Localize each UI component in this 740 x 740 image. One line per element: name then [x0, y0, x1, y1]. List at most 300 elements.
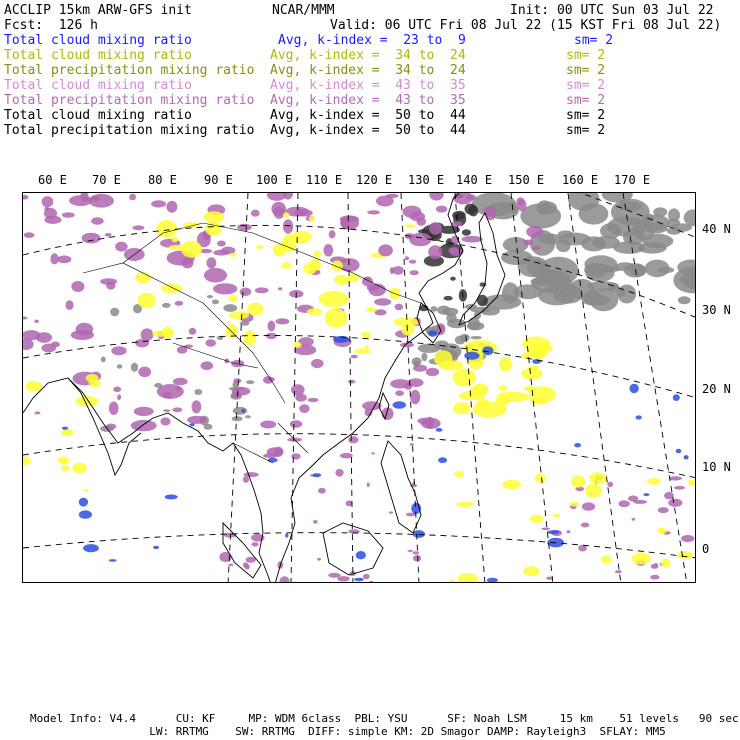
precip-purple	[246, 557, 256, 563]
precip-purple	[329, 230, 336, 238]
legend-avg-2: Avg, k-index = 34 to 24	[270, 63, 466, 78]
lat-label: 10 N	[702, 460, 731, 474]
precip-purple	[189, 328, 197, 335]
precip-purple	[658, 507, 669, 513]
legend-avg-4: Avg, k-index = 43 to 35	[270, 93, 466, 108]
precip-purple	[160, 417, 170, 425]
cloud-yellow	[521, 368, 542, 380]
cloud-blue	[109, 559, 117, 562]
lon-label: 100 E	[256, 173, 293, 187]
precip-purple	[371, 452, 375, 454]
precip-purple	[138, 367, 151, 378]
cloud-yellow	[72, 463, 86, 474]
precip-purple	[532, 246, 541, 250]
cloud-yellow	[499, 357, 512, 372]
precip-purple	[566, 530, 570, 533]
cloud-yellow	[657, 528, 666, 535]
precip-purple	[618, 500, 629, 507]
precip-purple	[632, 518, 636, 521]
lon-line-160E	[568, 193, 621, 583]
precip-purple	[429, 222, 442, 235]
precip-purple	[229, 564, 234, 567]
cloud-yellow	[405, 224, 416, 228]
cloud-gray	[468, 317, 480, 330]
precip-purple	[307, 398, 318, 402]
forecast-hour: Fcst: 126 h	[4, 18, 98, 33]
cloud-yellow	[454, 471, 464, 478]
precip-purple	[367, 483, 370, 488]
legend-sm-4: sm= 2	[566, 93, 606, 108]
precip-purple	[376, 196, 394, 207]
precip-purple	[518, 199, 527, 211]
precip-purple	[669, 476, 682, 480]
precip-purple	[299, 404, 309, 413]
cloud-dark	[444, 296, 453, 301]
cloud-gray	[644, 214, 654, 222]
precip-purple	[389, 511, 393, 513]
precip-purple	[205, 339, 216, 346]
cloud-blue	[411, 503, 421, 514]
cloud-blue	[285, 533, 288, 537]
lon-label: 60 E	[38, 173, 67, 187]
cloud-yellow	[138, 293, 156, 309]
cloud-dark	[465, 204, 477, 215]
cloud-gray	[163, 409, 170, 412]
precip-purple	[237, 224, 252, 231]
cloud-yellow	[61, 465, 70, 471]
precip-purple	[278, 287, 282, 290]
precip-purple	[313, 520, 317, 524]
cloud-blue	[438, 457, 447, 463]
cloud-gray	[584, 263, 607, 278]
precip-purple	[192, 400, 202, 413]
lat-label: 40 N	[702, 222, 731, 236]
cloud-yellow	[309, 216, 315, 222]
precip-purple	[409, 260, 416, 264]
precip-purple	[243, 562, 248, 568]
precip-purple	[206, 257, 216, 268]
cloud-yellow	[181, 241, 202, 258]
precip-purple	[607, 482, 613, 487]
cloud-blue	[636, 415, 642, 419]
map-canvas	[23, 193, 696, 583]
precip-purple	[283, 219, 293, 234]
lon-label: 170 E	[614, 173, 651, 187]
precip-purple	[668, 499, 682, 507]
cloud-blue	[684, 455, 689, 459]
precip-purple	[413, 555, 421, 561]
lon-label: 150 E	[508, 173, 545, 187]
precip-purple	[311, 359, 324, 368]
precip-purple	[23, 195, 28, 200]
precip-purple	[129, 194, 136, 201]
cloud-yellow	[585, 484, 602, 498]
precip-purple	[410, 390, 420, 405]
precip-purple	[231, 360, 244, 367]
cloud-yellow	[677, 551, 692, 559]
legend-sm-0: sm= 2	[574, 33, 614, 48]
precip-purple	[232, 387, 251, 396]
cloud-blue	[79, 498, 88, 507]
cloud-gray	[678, 296, 691, 304]
precip-purple	[24, 232, 35, 238]
field-overlays	[23, 193, 696, 583]
legend-avg-1: Avg, k-index = 34 to 24	[270, 48, 466, 63]
cloud-yellow	[332, 261, 343, 272]
precip-purple	[213, 250, 229, 256]
cloud-blue	[393, 401, 407, 408]
lat-label: 0	[702, 542, 710, 556]
cloud-blue	[643, 493, 649, 496]
cloud-blue	[574, 443, 581, 447]
cloud-yellow	[256, 245, 263, 249]
precip-purple	[467, 194, 476, 200]
cloud-gray	[540, 202, 557, 215]
precip-purple	[57, 256, 72, 264]
cloud-gray	[518, 256, 549, 277]
cloud-gray	[207, 295, 213, 298]
precip-purple	[105, 233, 112, 237]
legend-sm-2: sm= 2	[566, 63, 606, 78]
precip-purple	[681, 535, 694, 542]
precip-purple	[106, 282, 115, 290]
lat-line-20N	[23, 336, 696, 399]
lat-label: 20 N	[702, 382, 731, 396]
precip-purple	[523, 240, 534, 246]
precip-purple	[82, 233, 101, 244]
precip-purple	[428, 245, 442, 259]
cloud-blue	[676, 449, 682, 454]
cloud-yellow	[156, 220, 177, 238]
cloud-blue	[487, 578, 498, 583]
cloud-gray	[131, 363, 138, 372]
cloud-yellow	[632, 552, 651, 564]
cloud-gray	[613, 241, 645, 254]
cloud-blue	[532, 359, 541, 364]
precip-purple	[291, 453, 300, 459]
precip-purple	[132, 225, 144, 230]
precip-purple	[340, 453, 353, 459]
precip-purple	[410, 443, 414, 446]
precip-purple	[113, 387, 121, 393]
precip-purple	[131, 420, 157, 431]
precip-purple	[395, 390, 404, 396]
cloud-yellow	[313, 251, 321, 258]
cloud-yellow	[524, 386, 536, 391]
precip-purple	[318, 488, 326, 494]
precip-purple	[390, 267, 394, 274]
cloud-gray	[615, 262, 635, 271]
cloud-yellow	[472, 402, 507, 418]
cloud-yellow	[530, 515, 544, 523]
precip-purple	[346, 500, 353, 506]
map-panel	[22, 192, 696, 583]
cloud-yellow	[307, 308, 322, 315]
precip-purple	[337, 576, 349, 581]
precip-purple	[62, 212, 75, 218]
cloud-blue	[268, 458, 278, 463]
precip-purple	[335, 469, 343, 477]
cloud-yellow	[172, 236, 179, 242]
legend-avg-5: Avg, k-index = 50 to 44	[270, 108, 466, 123]
lon-label: 160 E	[562, 173, 599, 187]
precip-purple	[187, 416, 206, 424]
cloud-blue	[83, 544, 99, 552]
cloud-gray	[223, 304, 237, 312]
legend-sm-1: sm= 2	[566, 48, 606, 63]
legend-avg-3: Avg, k-index = 43 to 35	[270, 78, 466, 93]
cloud-yellow	[203, 211, 224, 222]
cloud-yellow	[439, 360, 463, 370]
cloud-gray	[430, 306, 437, 312]
precip-purple	[173, 378, 188, 386]
cloud-yellow	[281, 262, 291, 269]
precip-purple	[348, 380, 355, 384]
cloud-yellow	[152, 330, 174, 336]
precip-purple	[615, 570, 622, 573]
legend-field-5: Total cloud mixing ratio	[4, 108, 192, 123]
precip-purple	[115, 242, 128, 252]
precip-purple	[413, 365, 427, 372]
cloud-gray	[558, 230, 574, 238]
precip-purple	[65, 300, 73, 310]
precip-purple	[243, 476, 249, 483]
cloud-yellow	[26, 381, 42, 392]
cloud-blue	[242, 409, 245, 413]
cloud-gray	[245, 415, 251, 418]
precip-purple	[42, 196, 54, 207]
cloud-gray	[645, 260, 670, 278]
precip-purple	[541, 528, 550, 531]
cloud-yellow	[450, 580, 455, 584]
precip-purple	[283, 193, 293, 200]
cloud-gray	[212, 300, 219, 305]
cloud-yellow	[244, 331, 256, 346]
precip-purple	[328, 573, 341, 578]
precip-purple	[323, 244, 333, 257]
precip-purple	[240, 288, 252, 296]
cloud-yellow	[523, 566, 540, 576]
precip-purple	[395, 304, 404, 311]
cloud-yellow	[661, 559, 671, 568]
cloud-yellow	[23, 456, 31, 465]
lon-label: 130 E	[408, 173, 445, 187]
lon-label: 70 E	[92, 173, 121, 187]
precip-purple	[407, 550, 413, 552]
cloud-gray	[600, 223, 621, 239]
precip-purple	[255, 287, 269, 293]
cloud-blue	[165, 495, 178, 500]
cloud-yellow	[319, 291, 349, 307]
cloud-dark	[450, 277, 456, 281]
precip-purple	[526, 226, 543, 238]
precip-purple	[628, 496, 638, 502]
cloud-yellow	[365, 345, 369, 349]
precip-purple	[409, 233, 431, 246]
cloud-gray	[460, 334, 470, 342]
precip-purple	[175, 301, 184, 306]
cloud-gray	[581, 236, 606, 251]
lon-label: 110 E	[306, 173, 343, 187]
precip-purple	[340, 216, 359, 223]
cloud-yellow	[502, 480, 521, 490]
legend-field-3: Total cloud mixing ratio	[4, 78, 192, 93]
cloud-yellow	[303, 263, 316, 275]
cloud-yellow	[456, 502, 474, 507]
cloud-gray	[194, 389, 202, 395]
precip-purple	[317, 558, 321, 561]
precip-purple	[374, 298, 391, 305]
precip-purple	[69, 195, 92, 206]
precip-purple	[111, 346, 126, 355]
cloud-gray	[556, 239, 571, 252]
cloud-blue	[189, 423, 194, 426]
precip-purple	[291, 384, 305, 395]
precip-purple	[417, 217, 427, 225]
precip-purple	[650, 575, 659, 580]
precip-purple	[71, 330, 94, 340]
cloud-yellow	[453, 369, 476, 387]
precip-purple	[213, 283, 237, 294]
precip-purple	[23, 317, 28, 320]
cloud-yellow	[569, 502, 579, 507]
cloud-blue	[312, 473, 321, 477]
cloud-blue	[547, 530, 559, 534]
precip-purple	[275, 318, 289, 324]
precip-purple	[426, 368, 439, 376]
cloud-blue	[464, 352, 479, 360]
legend-field-0: Total cloud mixing ratio	[4, 33, 192, 48]
cloud-gray	[470, 336, 482, 339]
precip-purple	[363, 574, 370, 579]
cloud-gray	[162, 303, 171, 308]
lon-label: 120 E	[356, 173, 393, 187]
cloud-yellow	[453, 402, 470, 414]
cloud-yellow	[361, 332, 371, 339]
cloud-blue	[62, 427, 68, 430]
precip-purple	[348, 436, 358, 443]
precip-purple	[233, 378, 241, 383]
cloud-gray	[618, 201, 642, 211]
cloud-blue	[354, 578, 364, 581]
cloud-yellow	[499, 385, 508, 390]
cloud-yellow	[472, 384, 488, 397]
cloud-yellow	[229, 311, 249, 319]
precip-purple	[274, 447, 284, 457]
precip-purple	[117, 394, 121, 400]
cloud-yellow	[647, 478, 661, 485]
legend-field-2: Total precipitation mixing ratio	[4, 63, 255, 78]
cloud-blue	[482, 346, 493, 355]
precip-purple	[581, 523, 589, 528]
cloud-blue	[413, 530, 425, 538]
precip-purple	[109, 402, 119, 415]
precip-purple	[429, 193, 443, 201]
cloud-blue	[629, 384, 638, 393]
cloud-gray	[101, 357, 106, 363]
precip-purple	[390, 379, 410, 388]
cloud-yellow	[530, 397, 546, 405]
precip-purple	[71, 281, 84, 292]
footer-model-info: Model Info: V4.4 CU: KF MP: WDM 6class PBL: YSU SF: Noah LSM 15 km 51 levels 90 sec	[30, 712, 739, 725]
cloud-gray	[232, 416, 243, 421]
cloud-blue	[436, 428, 443, 432]
cloud-dark	[462, 229, 471, 235]
cloud-blue	[153, 546, 159, 549]
cloud-yellow	[247, 303, 263, 316]
legend-avg-0: Avg, k-index = 23 to 9	[278, 33, 466, 48]
precip-purple	[367, 210, 380, 214]
cloud-gray	[117, 364, 122, 369]
cloud-yellow	[571, 475, 585, 487]
legend-field-4: Total precipitation mixing ratio	[4, 93, 255, 108]
cloud-yellow	[183, 222, 199, 227]
lat-label: 30 N	[702, 303, 731, 317]
precip-purple	[204, 268, 227, 283]
cloud-blue	[356, 551, 366, 559]
precip-purple	[51, 342, 60, 348]
precip-purple	[260, 421, 276, 429]
lon-label: 140 E	[456, 173, 493, 187]
precip-purple	[267, 377, 275, 381]
cloud-yellow	[334, 275, 348, 285]
legend-sm-5: sm= 2	[566, 108, 606, 123]
precip-purple	[362, 401, 382, 410]
cloud-yellow	[89, 379, 101, 387]
valid-time: Valid: 06 UTC Fri 08 Jul 22 (15 KST Fri 08 Jul 22)	[330, 18, 722, 33]
cloud-yellow	[535, 473, 546, 483]
precip-purple	[251, 210, 260, 217]
cloud-gray	[233, 407, 248, 415]
precip-purple	[89, 194, 114, 208]
precip-purple	[91, 217, 104, 224]
precip-purple	[436, 206, 447, 213]
precip-purple	[413, 551, 420, 554]
precip-purple	[34, 320, 39, 323]
precip-purple	[157, 384, 184, 399]
cloud-blue	[673, 394, 680, 401]
precip-purple	[201, 361, 214, 370]
precip-purple	[674, 486, 685, 490]
cloud-gray	[110, 308, 119, 317]
cloud-yellow	[553, 514, 560, 518]
precip-purple	[151, 200, 166, 207]
precip-purple	[34, 411, 40, 414]
cloud-gray	[246, 380, 254, 384]
precip-purple	[295, 394, 307, 402]
cloud-yellow	[283, 212, 289, 217]
cloud-yellow	[589, 472, 607, 483]
cloud-yellow	[366, 307, 377, 312]
legend-sm-3: sm= 2	[566, 78, 606, 93]
cloud-yellow	[601, 556, 612, 564]
cloud-blue	[368, 581, 373, 583]
precip-purple	[44, 216, 61, 224]
precip-purple	[405, 256, 409, 260]
precip-purple	[402, 206, 421, 218]
precip-purple	[290, 420, 303, 428]
precip-purple	[217, 241, 226, 247]
cloud-gray	[531, 274, 572, 293]
precip-purple	[280, 576, 290, 583]
cloud-yellow	[228, 295, 237, 302]
precip-purple	[436, 323, 445, 335]
cloud-yellow	[458, 573, 478, 583]
cloud-yellow	[532, 346, 547, 359]
cloud-yellow	[83, 489, 88, 492]
cloud-yellow	[161, 284, 182, 293]
cloud-gray	[589, 288, 618, 311]
